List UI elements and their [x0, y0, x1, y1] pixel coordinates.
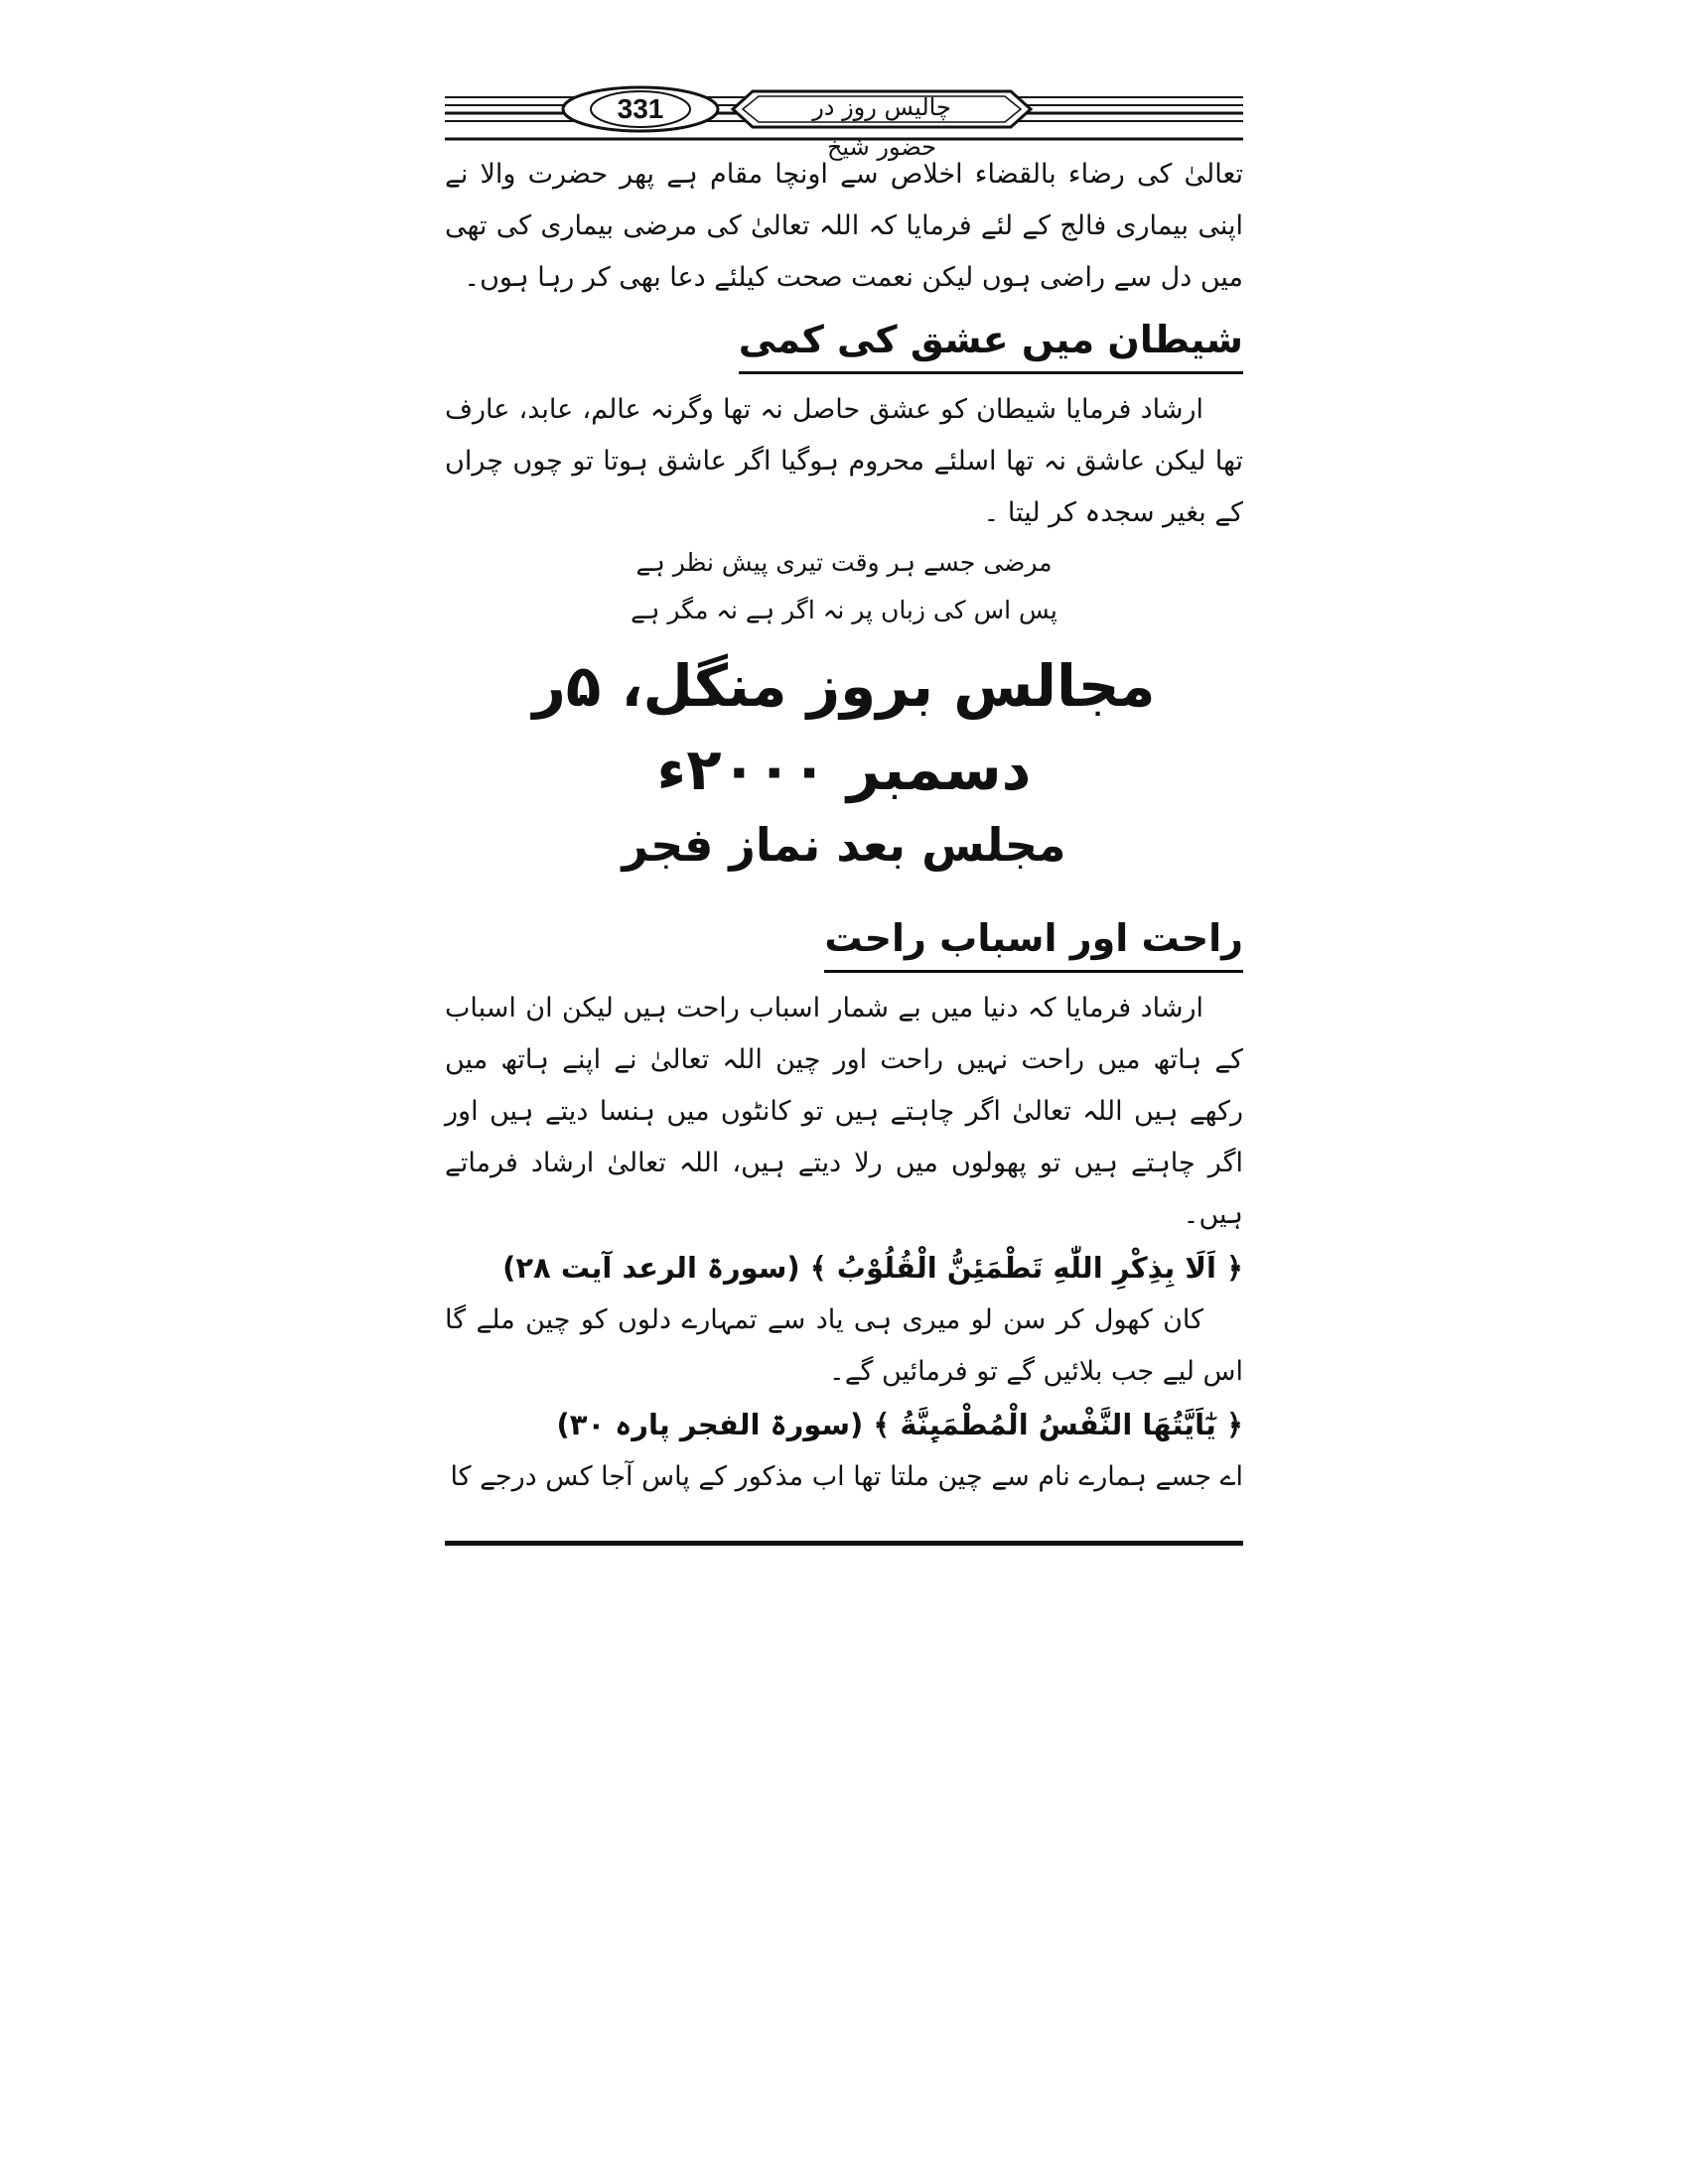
page-header: [445, 83, 1243, 161]
page-number: 331: [617, 93, 664, 124]
paragraph: اے جسے ہمارے نام سے چین ملتا تھا اب مذکور کے پاس آجا کس درجے کا: [450, 1461, 1243, 1492]
majlis-subtitle: مجلس بعد نماز فجر: [622, 818, 1066, 872]
footer-rule: [445, 1541, 1243, 1546]
verse-line: مرضی جسے ہر وقت تیری پیش نظر ہے: [635, 548, 1053, 577]
paragraph: ارشاد فرمایا کہ دنیا میں بے شمار اسباب راحت ہیں لیکن ان اسباب کے ہاتھ میں راحت نہیں راحت اور چین اللہ تعالیٰ نے اپنے ہاتھ میں رکھے ہیں اللہ تعالیٰ اگر چاہتے ہیں تو کانٹوں میں ہنسا دیتے ہیں اور اگر چاہتے ہیں تو پھولوں میں رلا دیتے ہیں، اللہ تعالیٰ ارشاد فرماتے ہیں۔: [445, 993, 1243, 1230]
intro-paragraph: تعالیٰ کی رضاء بالقضاء اخلاص سے اونچا مقام ہے پھر حضرت والا نے اپنی بیماری فالج کے لئے فرمایا کہ اللہ تعالیٰ کی مرضی بیماری کی تھی میں دل سے راضی ہوں لیکن نعمت صحت کیلئے دعا بھی کر رہا ہوں۔: [445, 159, 1243, 293]
paragraph: کان کھول کر سن لو میری ہی یاد سے تمہارے دلوں کو چین ملے گا اس لیے جب بلائیں گے تو فرمائیں گے۔: [445, 1304, 1243, 1387]
section-heading: راحت اور اسباب راحت: [824, 908, 1243, 973]
paragraph: ارشاد فرمایا شیطان کو عشق حاصل نہ تھا وگرنہ عالم، عابد، عارف تھا لیکن عاشق نہ تھا اسلئے محروم ہوگیا اگر عاشق ہوتا تو چوں چراں کے بغیر سجدہ کر لیتا ۔: [445, 394, 1243, 528]
verse-line: پس اس کی زباں پر نہ اگر ہے نہ مگر ہے: [631, 596, 1057, 624]
heading-1-wrapper: [445, 304, 1243, 384]
section-heading: شیطان میں عشق کی کمی: [739, 310, 1243, 374]
heading-2-wrapper: [445, 902, 1243, 983]
quran-verse: ﴿ یٰٓاَیَّتُهَا النَّفْسُ الْمُطْمَىِٕنَّةُ ﴾ (سورۃ الفجر پارہ ۳۰): [556, 1408, 1243, 1441]
page-content: [445, 149, 1243, 1503]
running-title: چالیس روز در حضور شیخ: [812, 93, 951, 161]
majlis-title: مجالس بروز منگل، ۵ر دسمبر ۲۰۰۰ء: [532, 652, 1156, 803]
quran-verse: ﴿ اَلَا بِذِكْرِ اللّٰهِ تَطْمَئِنُّ الْقُلُوْبُ ﴾ (سورۃ الرعد آیت ۲۸): [502, 1251, 1243, 1285]
